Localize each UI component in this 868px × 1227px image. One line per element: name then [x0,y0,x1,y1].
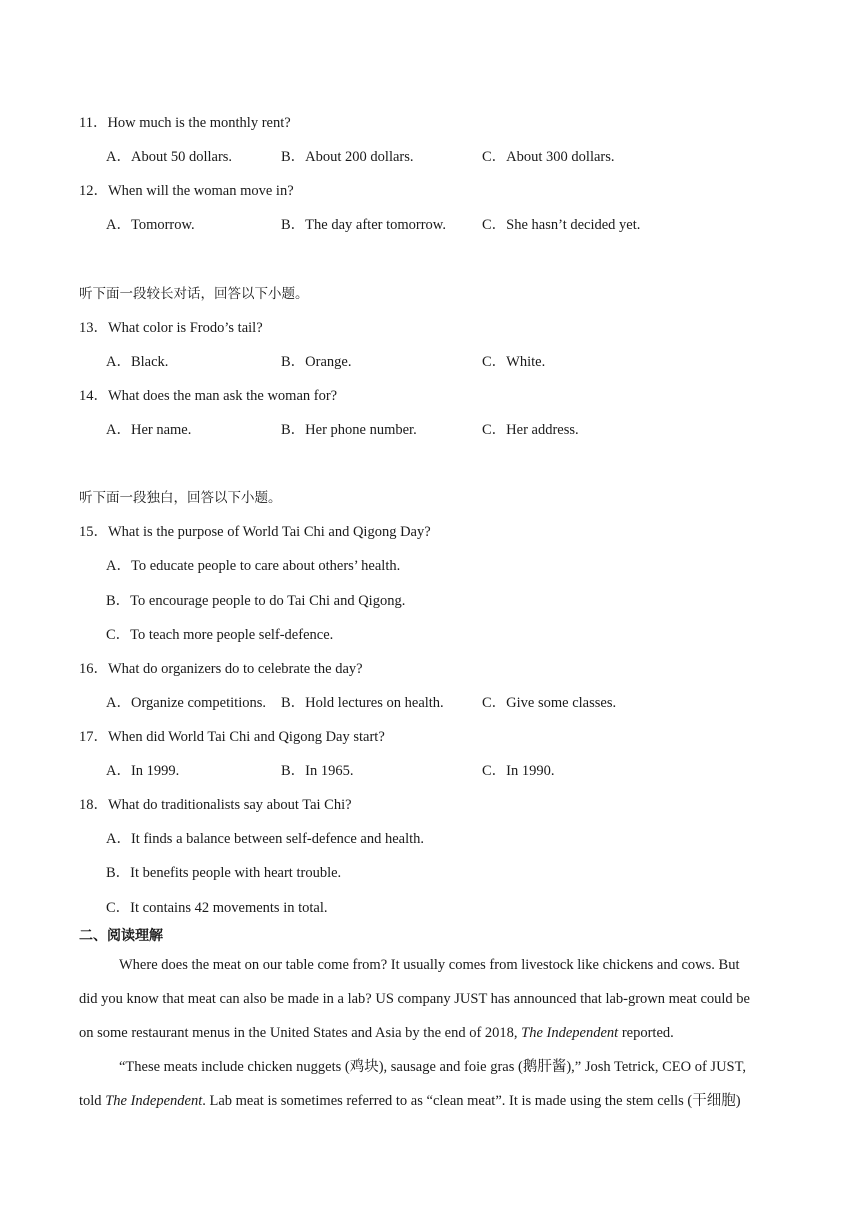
question-15-option-c: C．To teach more people self-defence. [106,627,334,643]
question-14-option-a: A．Her name. [106,422,192,438]
listening-instruction-dialogue: 听下面一段较长对话，回答以下小题。 [79,286,309,302]
passage-text: Where does the meat on our table come from? It usually comes from livestock like chickens and cows. But [119,957,740,973]
question-16-option-b: B．Hold lectures on health. [281,695,444,711]
question-11-stem: 11．How much is the monthly rent? [79,115,291,131]
question-17-stem: 17．When did World Tai Chi and Qigong Day start? [79,729,385,745]
publication-name: The Independent [105,1093,203,1109]
passage-text: . Lab meat is sometimes referred to as “clean meat”. It is made using the stem cells (干细胞) [202,1093,741,1109]
passage-paragraph-1-line-2 [79,990,790,1008]
passage-text: on some restaurant menus in the United States and Asia by the end of 2018, [79,1025,522,1041]
question-15-option-b: B．To encourage people to do Tai Chi and Qigong. [106,593,406,609]
question-16-option-c: C．Give some classes. [482,695,617,711]
question-15-option-a: A．To educate people to care about others’ health. [106,558,401,574]
passage-paragraph-2-line-1 [119,1058,790,1076]
passage-text: “These meats include chicken nuggets (鸡块), sausage and foie gras (鹅肝酱),” Josh Tetrick, CEO of JUST, [119,1059,747,1075]
passage-text: did you know that meat can also be made in a lab? US company JUST has announced that lab-grown meat could be [79,991,750,1007]
question-12-option-b: B．The day after tomorrow. [281,217,446,233]
question-14-stem: 14．What does the man ask the woman for? [79,388,338,404]
question-13-option-a: A．Black. [106,354,169,370]
question-17-option-a: A．In 1999. [106,763,180,779]
question-18-option-b: B．It benefits people with heart trouble. [106,865,342,881]
question-13-stem: 13．What color is Frodo’s tail? [79,320,263,336]
question-12-stem: 12．When will the woman move in? [79,183,294,199]
question-12-option-c: C．She hasn’t decided yet. [482,217,641,233]
passage-paragraph-1-line-3 [79,1024,790,1042]
publication-name: The Independent [521,1025,619,1041]
question-14-option-b: B．Her phone number. [281,422,417,438]
passage-text: told [79,1093,106,1109]
question-11-option-c: C．About 300 dollars. [482,149,615,165]
question-14-option-c: C．Her address. [482,422,579,438]
question-16-option-a: A．Organize competitions. [106,695,267,711]
question-18-stem: 18．What do traditionalists say about Tai Chi? [79,797,352,813]
question-18-option-c: C．It contains 42 movements in total. [106,900,328,916]
passage-paragraph-2-line-2 [79,1092,790,1110]
question-13-option-c: C．White. [482,354,546,370]
question-11-option-a: A．About 50 dollars. [106,149,233,165]
question-17-option-b: B．In 1965. [281,763,354,779]
question-15-stem: 15．What is the purpose of World Tai Chi and Qigong Day? [79,524,431,540]
question-12-option-a: A．Tomorrow. [106,217,195,233]
passage-line-justified [119,956,790,974]
passage-text: reported. [618,1025,674,1041]
section-title-reading: 二、阅读理解 [79,928,163,944]
question-11-option-b: B．About 200 dollars. [281,149,414,165]
question-17-option-c: C．In 1990. [482,763,555,779]
listening-instruction-monologue: 听下面一段独白，回答以下小题。 [79,490,282,506]
question-18-option-a: A．It finds a balance between self-defence and health. [106,831,425,847]
question-16-stem: 16．What do organizers do to celebrate the day? [79,661,363,677]
question-13-option-b: B．Orange. [281,354,352,370]
passage-paragraph-1-line-1 [119,956,790,974]
